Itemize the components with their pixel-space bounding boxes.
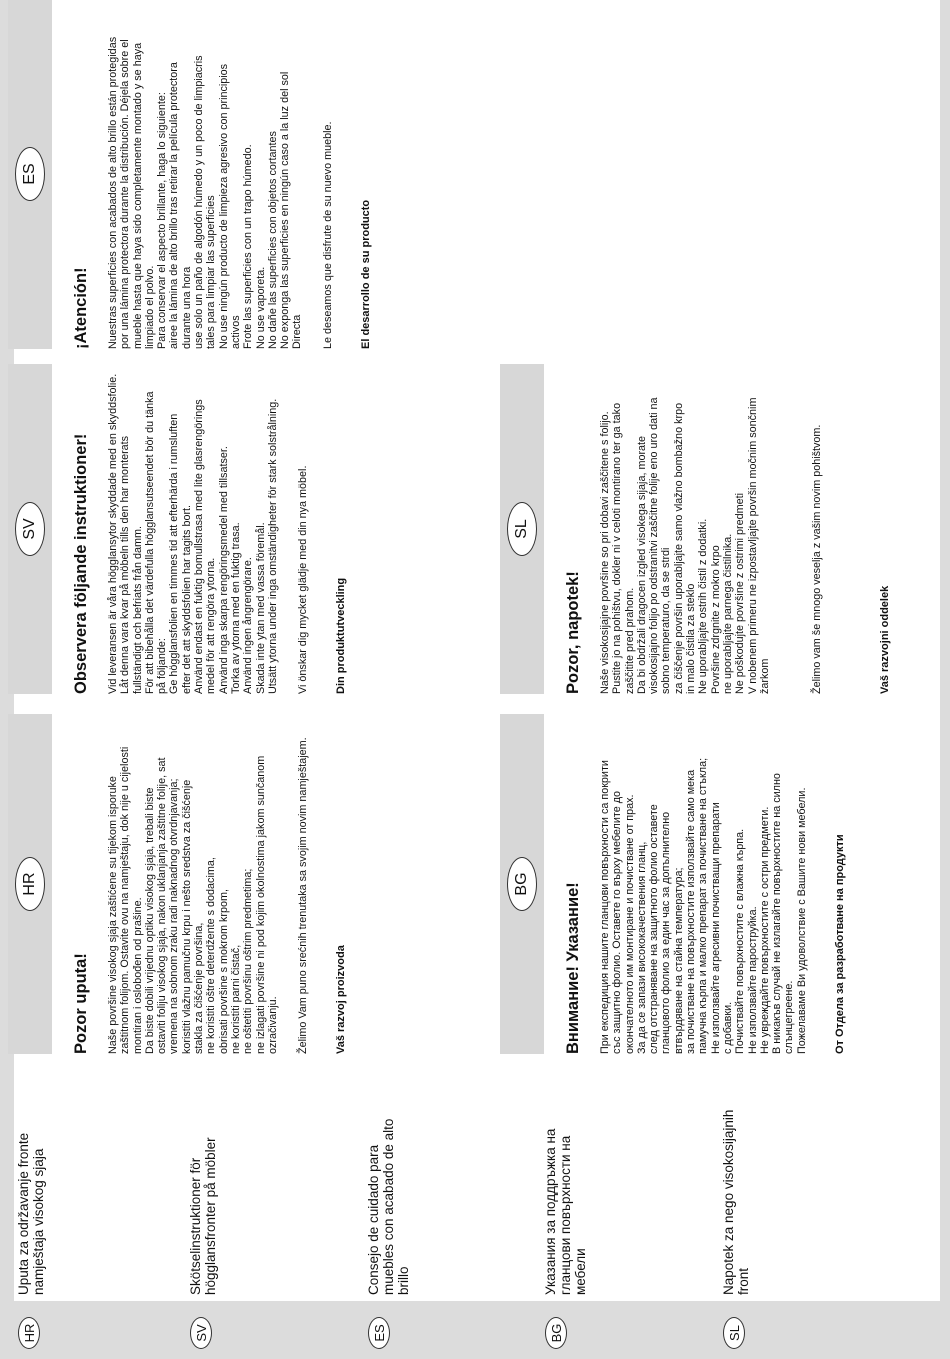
body-line: окончателното им монтиране и почистване от прах.	[623, 794, 636, 1054]
panel-body	[107, 364, 309, 694]
body-line: след отстраняване на защитното фолио оставете	[648, 804, 661, 1054]
signature: Vaš razvojni oddelek	[879, 585, 892, 694]
panel-hr	[8, 714, 347, 1054]
body-line: zaščitite pred prahom.	[623, 587, 636, 694]
body-line: limpiado el polvo.	[143, 265, 156, 349]
index-label: Napotek za nego visokosijajnih front	[721, 1109, 751, 1295]
body-line: Не използвайте агресивни почистващи препарати	[709, 802, 722, 1054]
body-line: Para conservar el aspecto brillante, haga lo siguiente:	[156, 92, 169, 349]
index-label: Consejo de cuidado para muebles con acabado de alto brillo	[366, 1118, 411, 1295]
language-badge: SV	[15, 502, 45, 556]
body-line: Naše visokosijajne površine so pri dobavi zaščitene s folijo.	[599, 411, 611, 694]
panel-title: Pozor uputa!	[72, 953, 90, 1054]
language-badge: HR	[15, 857, 45, 911]
panel-title: ¡Atención!	[72, 267, 90, 349]
language-badge: SL	[723, 1317, 745, 1349]
panel-header	[8, 0, 52, 349]
index-label: Указания за поддръжка на гланцови повърхности на мебели	[543, 1128, 588, 1295]
body-line: със защитно фолио. Оставете го върху мебелите до	[611, 790, 624, 1054]
body-line: Skada inte ytan med vassa föremål.	[254, 522, 267, 694]
body-line: zaštitnom folijom. Ostavite ovu na namještaju, dok nije u cijelosti	[119, 746, 132, 1054]
body-line: Не увреждайте повърхностите с остри предмети.	[758, 806, 771, 1054]
body-line: No exponga las superficies en ningún caso a la luz del sol	[279, 71, 292, 349]
body-line: Površine zdrgnite z mokro krpo	[709, 545, 722, 694]
body-line: activos	[229, 315, 242, 349]
body-line: sobno temperaturo, da se strdi	[660, 547, 673, 694]
index-item-bg	[545, 1105, 588, 1349]
panel-title: Pozor, napotek!	[564, 571, 582, 694]
panel-sl	[500, 364, 891, 694]
body-line: памучна кърпа и малко препарат за почистване на стъкла;	[697, 757, 710, 1054]
body-line: Torka av ytorna med en fuktig trasa.	[229, 522, 242, 694]
body-line: Ne uporabljajte ostrih čistil z dodatki.	[697, 518, 710, 694]
body-line: på följande:	[156, 638, 169, 694]
body-line: Pustite jo na pohištvu, dokler ni v celoti montirano ter ga tako	[611, 402, 624, 694]
body-line: Vid leveransen är våra högglansytor skyddade med en skyddsfolie.	[107, 373, 119, 694]
body-line: za čiščenje površin uporabljajte samo vlažno bombažno krpo	[672, 402, 685, 694]
body-line: гланцовото фолио за един час за допълнително	[660, 811, 673, 1054]
index-item-hr	[18, 1105, 46, 1349]
body-line: Почиствайте повърхностите с влажна кърпа.	[734, 828, 747, 1054]
signature: От Отдела за разработване на продукти	[834, 834, 847, 1054]
body-line: in malo čistila za steklo	[685, 583, 698, 694]
body-line: durante una hora	[180, 266, 193, 349]
index-item-es	[368, 1105, 411, 1349]
body-line: visokosijajno folijo po odstranitvi zaščitne folije eno uro dati na	[648, 397, 661, 694]
body-line: При експедиция нашите гланцови повърхности са покрити	[599, 760, 611, 1054]
body-line: För att bibehålla det värdefulla högglansutseendet bör du tänka	[143, 391, 156, 694]
body-line: use solo un paño de algodón húmedo y un poco de limpiacris	[193, 55, 206, 349]
panel-header	[8, 364, 52, 694]
panel-title: Observera följande instruktioner!	[72, 433, 90, 694]
language-badge: BG	[545, 1317, 567, 1349]
body-line: efter det att skyddsfolien har tagits bort.	[180, 504, 193, 694]
body-line: koristiti vlažnu pamučnu krpu i nešto sredstva za čišćenje	[180, 779, 193, 1054]
body-line: ne koristiti oštre deterdžente s dodacima,	[205, 857, 218, 1054]
closing-line: Le deseamos que disfrute de su nuevo mueble.	[321, 121, 334, 349]
body-line: No use vaporeta.	[254, 266, 267, 349]
body-line: Ge högglansfolien en timmes tid att efterhärda i rumsluften	[168, 413, 181, 694]
panel-title: Внимание! Указание!	[564, 882, 582, 1054]
closing-line: Vi önskar dig mycket glädje med din nya möbel.	[297, 465, 310, 694]
body-line: vremena na sobnom zraku radi naknadnog otvrdnjavanja;	[168, 778, 181, 1054]
index-item-sv	[190, 1105, 218, 1349]
signature: Din produktutveckling	[335, 577, 348, 694]
panel-body	[599, 714, 808, 1054]
body-line: Använd ingen ångrengörare.	[242, 557, 255, 694]
body-line: medel för att rengöra ytorna.	[205, 557, 218, 694]
body-line: ne koristiti parni čistač,	[229, 944, 242, 1054]
body-line: Directa	[291, 314, 304, 349]
body-line: ne oštetiti površinu oštrim predmetima;	[242, 868, 255, 1054]
body-line: Nuestras superficies con acabados de alto brillo están protegidas	[107, 36, 119, 349]
language-badge: SL	[507, 502, 537, 556]
language-badge: ES	[15, 147, 45, 201]
panel-sv	[8, 364, 347, 694]
language-badge: HR	[18, 1317, 40, 1349]
panel-header	[8, 714, 52, 1054]
body-line: Da biste dobili vrijednu optiku visokog sjaja, trebali biste	[143, 787, 156, 1054]
body-line: tales para limpiar las superficies	[205, 195, 218, 349]
language-badge: BG	[507, 857, 537, 911]
body-line: obrisati površine s mokrom krpom,	[217, 888, 230, 1054]
language-badge: ES	[368, 1317, 390, 1349]
signature: El desarrollo de su producto	[360, 199, 373, 349]
body-line: слънцегреене.	[783, 980, 796, 1054]
body-line: Da bi obdržali dragocen izgled visokega sijaja, morate	[635, 435, 648, 694]
body-line: с добавки.	[721, 1001, 734, 1054]
body-line: fullständigt och befriats från damm.	[131, 525, 144, 694]
body-line: Ne poškodujte površine z ostrimi predmeti	[734, 492, 747, 694]
index-bottom-bar	[940, 0, 950, 1359]
body-line: stakla za čišćenje površina,	[193, 922, 206, 1054]
body-line: за почистване на повърхностите използвайте само мека	[685, 769, 698, 1054]
body-line: В никакъв случай не излагайте повърхностите на силно	[771, 773, 784, 1054]
index-label: Skötselinstruktioner för högglansfronter på möbler	[188, 1137, 218, 1295]
body-line: Låt denna vara kvar på möbeln tills den har monterats	[119, 435, 132, 694]
closing-line: Želimo vam še mnogo veselja z vašim novim pohištvom.	[811, 424, 824, 694]
panel-body	[599, 364, 823, 694]
body-line: Utsätt ytorna under inga omständigheter för stark solstrålning.	[266, 398, 279, 694]
body-line: V nobenem primeru ne izpostavljajte površin močnim sončnim	[746, 397, 759, 694]
body-line: втвърдяване на стайна температура;	[672, 867, 685, 1054]
body-line: mueble hasta que haya sido completamente montado y se haya	[131, 42, 144, 349]
index-item-sl	[723, 1105, 751, 1349]
body-line: Använd inga skarpa rengöringsmedel med tillsatser.	[217, 446, 230, 694]
body-line: Naše površine visokog sjaja zaštićene su tijekom isporuke	[107, 776, 119, 1054]
body-line: ozračivanju.	[266, 996, 279, 1054]
body-line: No use ningún producto de limpieza agresivo con principios	[217, 63, 230, 349]
body-line: ne uporabljajte parnega čistilnika.	[721, 533, 734, 694]
panel-body	[107, 714, 309, 1054]
panel-body	[107, 0, 334, 349]
language-badge: SV	[190, 1317, 212, 1349]
body-line: montiran i oslobođen od prašine.	[131, 897, 144, 1054]
panel-header	[500, 364, 544, 694]
body-line: ne izlagati površine ni pod kojim okolnostima jakom sunčanom	[254, 755, 267, 1054]
body-line: airee la lámina de alto brillo tras retirar la película protectora	[168, 62, 181, 349]
body-line: žarkom	[758, 658, 771, 694]
index-side-bar	[0, 1301, 950, 1359]
body-line: ostaviti foliju visokog sjaja, nakon uklanjanja zaštitne folije, sat	[156, 757, 169, 1054]
body-line: За да се запази висококачествения гланц,	[635, 841, 648, 1054]
body-line: Пожелаваме Ви удоволствие с Вашите нови мебели.	[795, 787, 808, 1054]
body-line: No dañe las superficies con objetos cortantes	[266, 131, 279, 349]
index-label: Uputa za održavanje fronte namještaja visokog sjaja	[16, 1132, 46, 1295]
body-line: por una lámina protectora durante la distribución. Déjela sobre el	[119, 39, 132, 349]
closing-line: Želimo Vam puno srećnih trenutaka sa svojim novim namještajem.	[297, 737, 310, 1054]
panel-bg	[500, 714, 846, 1054]
panel-es	[8, 0, 372, 349]
signature: Vaš razvoj proizvoda	[335, 945, 348, 1054]
body-line: Не използвайте пароструйка.	[746, 906, 759, 1054]
panel-header	[500, 714, 544, 1054]
body-line: Frote las superficies con un trapo húmedo.	[242, 144, 255, 349]
body-line: Använd endast en fuktig bomullstrasa med lite glasrengörings	[193, 399, 206, 694]
